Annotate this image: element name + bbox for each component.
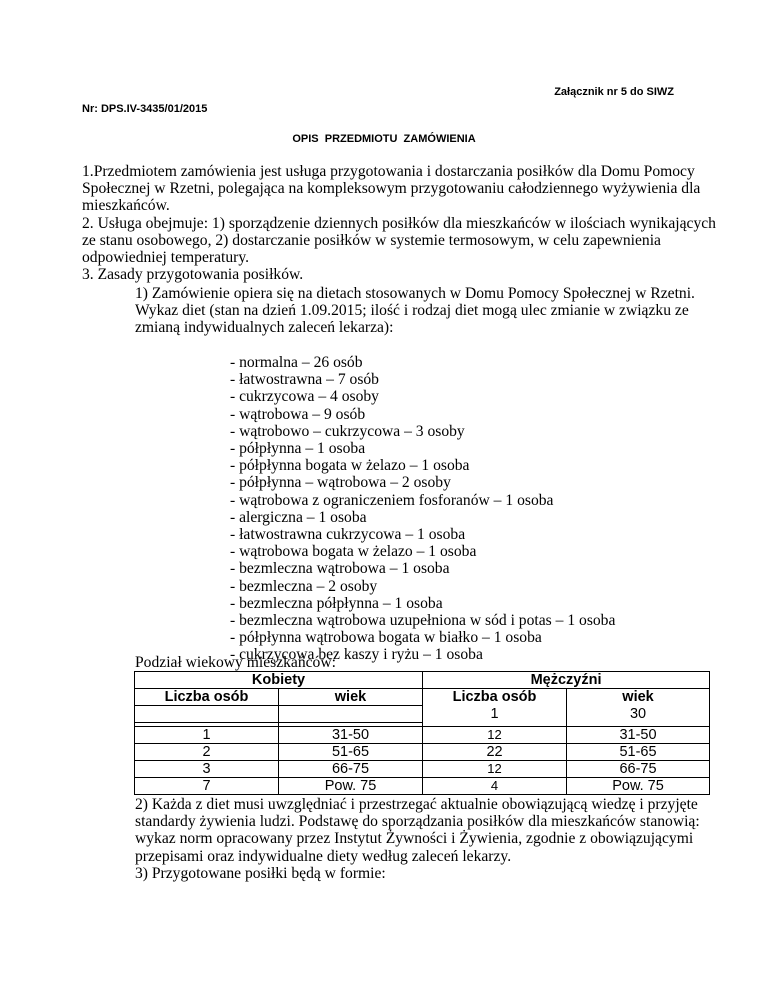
paragraph-1: 1.Przedmiotem zamówienia jest usługa przygotowania i dostarczania posiłków dla Domu Pomocy Społecznej w Rzetni, polegająca na kompleksowym przygotowaniu całodziennego wyżywienia dla mieszkańców.	[82, 163, 701, 215]
men-count-cell: 1	[423, 706, 567, 723]
diet-list-item: - łatwostrawna – 7 osób	[230, 371, 379, 389]
diet-list-item: - półpłynna – wątrobowa – 2 osoby	[230, 474, 451, 492]
women-empty-cell	[279, 706, 423, 723]
women-age-cell: Pow. 75	[279, 778, 423, 795]
women-age-cell: 66-75	[279, 761, 423, 778]
women-empty-cell	[135, 706, 279, 723]
men-count-cell: 12	[423, 727, 567, 744]
diet-list-item: - wątrobowo – cukrzycowa – 3 osoby	[230, 422, 465, 440]
men-age-cell: Pow. 75	[567, 778, 710, 795]
women-count-header: Liczba osób	[135, 689, 279, 706]
diet-list-item: - bezmleczna wątrobowa uzupełniona w sód i potas – 1 osoba	[230, 612, 616, 630]
age-table-group-row	[135, 672, 710, 689]
age-table-row-30	[135, 706, 710, 723]
paragraph-3-1b: Wykaz diet (stan na dzień 1.09.2015; ilość i rodzaj diet mogą ulec zmianie w związku ze zmianą indywidualnych zaleceń lekarza):	[135, 302, 689, 337]
age-table	[134, 671, 710, 795]
diet-list-item: - wątrobowa – 9 osób	[230, 405, 366, 423]
men-age-cell: 31-50	[567, 727, 710, 744]
women-header: Kobiety	[135, 672, 423, 689]
diet-list-item: - normalna – 26 osób	[230, 354, 363, 371]
age-table-row	[135, 761, 710, 778]
paragraph-3-2: 2) Każda z diet musi uwzględniać i przestrzegać aktualnie obowiązującą wiedzę i przyjęte standardy żywienia ludzi. Podstawę do sporządzania posiłków dla mieszkańców stanowią: wykaz norm opracowany przez Instytut Żywności i Żywienia, zgodnie z obowiązującymi przepisami oraz indywidualne diety według zaleceń lekarzy.	[135, 796, 700, 865]
age-table-row	[135, 778, 710, 795]
women-count-cell: 7	[135, 778, 279, 795]
women-age-cell: 31-50	[279, 727, 423, 744]
age-table-column-row	[135, 689, 710, 706]
women-count-cell: 1	[135, 727, 279, 744]
paragraph-3-3: 3) Przygotowane posiłki będą w formie:	[135, 864, 386, 882]
men-count-cell: 4	[423, 778, 567, 795]
diet-list-item: - łatwostrawna cukrzycowa – 1 osoba	[230, 526, 466, 544]
diet-list-item: - wątrobowa bogata w żelazo – 1 osoba	[230, 543, 477, 561]
diet-list-item: - półpłynna – 1 osoba	[230, 440, 366, 458]
women-age-header: wiek	[279, 689, 423, 706]
women-count-cell: 2	[135, 744, 279, 761]
paragraph-3-1: 1) Zamówienie opiera się na dietach stosowanych w Domu Pomocy Społecznej w Rzetni.	[135, 285, 695, 302]
women-age-cell: 51-65	[279, 744, 423, 761]
men-count-cell: 12	[423, 761, 567, 778]
age-table-row	[135, 727, 710, 744]
diet-list-item: - półpłynna bogata w żelazo – 1 osoba	[230, 457, 470, 475]
diet-list	[230, 354, 615, 664]
after-table-block	[135, 796, 725, 882]
age-table-row	[135, 744, 710, 761]
intro-block	[82, 163, 722, 283]
men-count-cell: 22	[423, 744, 567, 761]
men-age-header: wiek	[567, 689, 710, 706]
men-count-header: Liczba osób	[423, 689, 567, 706]
men-age-cell: 51-65	[567, 744, 710, 761]
diet-list-item: - bezmleczna półpłynna – 1 osoba	[230, 594, 443, 612]
document-title: OPIS PRZEDMIOTU ZAMÓWIENIA	[292, 133, 476, 145]
men-header: Mężczyźni	[423, 672, 710, 689]
reference-number: Nr: DPS.IV-3435/01/2015	[82, 103, 208, 115]
diet-list-item: - półpłynna wątrobowa bogata w białko – 1 osoba	[230, 629, 542, 647]
diet-list-item: - cukrzycowa bez kaszy i ryżu – 1 osoba	[230, 646, 483, 664]
diet-list-item: - bezmleczna wątrobowa – 1 osoba	[230, 560, 450, 578]
men-age-cell: 30	[567, 706, 710, 723]
paragraph-2: 2. Usługa obejmuje: 1) sporządzenie dziennych posiłków dla mieszkańców w ilościach wynikających ze stanu osobowego, 2) dostarczanie posiłków w systemie termosowym, w celu zapewnienia odpowiedniej temperatury.	[82, 214, 716, 267]
diet-list-item: - alergiczna – 1 osoba	[230, 508, 367, 526]
paragraph-3: 3. Zasady przygotowania posiłków.	[82, 266, 304, 284]
women-count-cell: 3	[135, 761, 279, 778]
diet-intro-block	[135, 285, 725, 337]
age-table-caption: Podział wiekowy mieszkańców:	[135, 654, 336, 671]
diet-list-item: - cukrzycowa – 4 osoby	[230, 388, 379, 406]
men-age-cell: 66-75	[567, 761, 710, 778]
diet-list-item: - bezmleczna – 2 osoby	[230, 577, 378, 595]
diet-list-item: - wątrobowa z ograniczeniem fosforanów – 1 osoba	[230, 491, 554, 509]
annex-label: Załącznik nr 5 do SIWZ	[554, 86, 674, 98]
